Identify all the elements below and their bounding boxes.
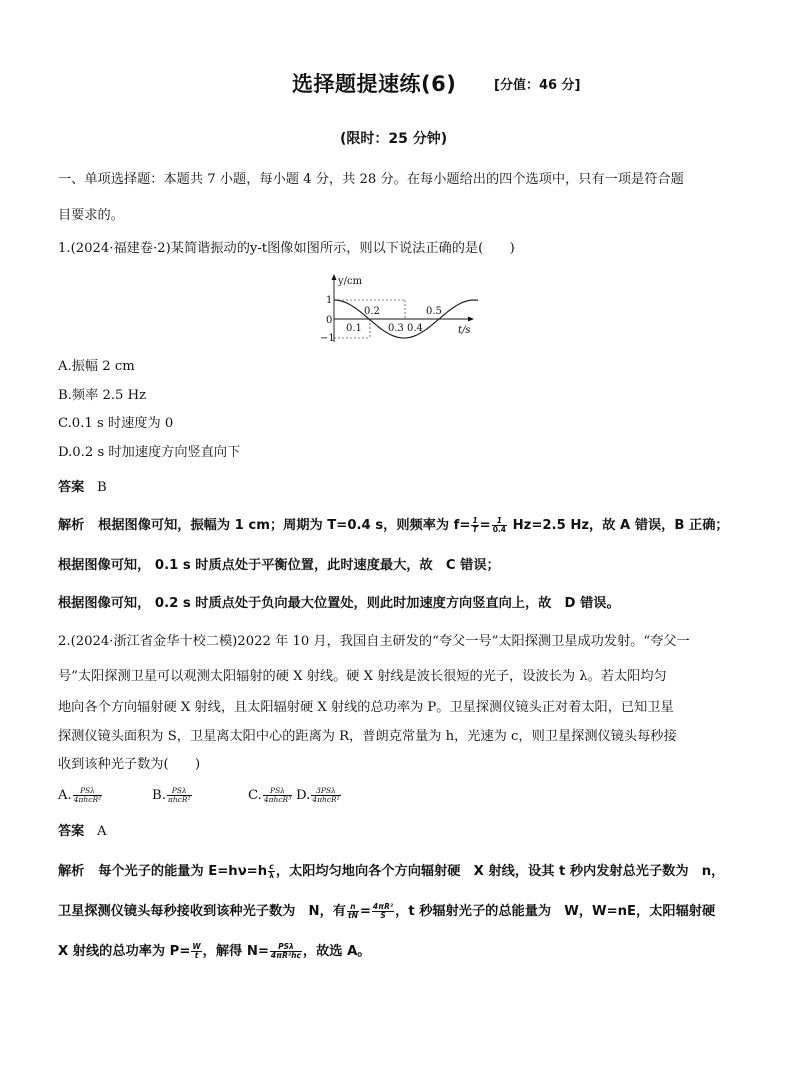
x-tick-label: 0.1 [346,323,362,334]
x-axis-label: t/s [458,325,471,336]
q2-option-d: D. $\frac{\text{3PSλ}}{\text{4πhcR²}}$ [296,786,340,804]
y-tick-label: 0 [326,315,333,326]
q1-answer [58,478,107,498]
q2-option-b: B. $\frac{\text{PSλ}}{\text{πhcR²}}$ [152,786,191,804]
analysis-label: 解析 [58,518,85,533]
fraction: $\frac{1}{T}$ [472,515,478,534]
analysis-label: 解析 [58,864,85,879]
q1-analysis-line1: 解析 根据图像可知，振幅为 1 cm；周期为 T=0.4 s，则频率为 f= $\frac{1}{T}$ = $\frac{1}{0.4}$ Hz=2.5 Hz，故 A 错误，B 正确； [58,515,729,534]
x-tick-label: 0.4 [407,323,423,334]
q1-option-c: C.0.1 s 时速度为 0 [58,416,174,431]
answer-label: 答案 [58,824,85,839]
q1-option-a: A.振幅 2 cm [58,359,135,374]
y-axis-label: y/cm [338,276,363,287]
q1-analysis-line3: 根据图像可知， 0.2 s 时质点处于负向最大位置处，则此时加速度方向竖直向上，故 D 错误。 [58,596,620,611]
q2-option-a: A. $\frac{\text{PSλ}}{\text{4πhcR²}}$ [58,786,102,804]
q2-analysis-line3: X 射线的总功率为 P= $\frac{W}{t}$ ，解得 N= $\frac{\text{PSλ}}{\text{4πR²hc}}$ ，故选 A。 [58,941,371,960]
q2-analysis-line2: 卫星探测仪镜头每秒接收到该种光子数为 N，有 $\frac{n}{tN}$ = $\frac{\text{4πR²}}{S}$ ，t 秒辐射光子的总能量为 W，W=nE，太阳辐射硬 [58,901,716,920]
q2-analysis-line1: 解析 每个光子的能量为 E=hν=h $\frac{c}{\lambda}$ ，太阳均匀地向各个方向辐射硬 X 射线，设其 t 秒内发射总光子数为 n， [58,861,725,880]
q1-analysis-line2: 根据图像可知， 0.1 s 时质点处于平衡位置，此时速度最大，故 C 错误； [58,558,500,573]
answer-value: B [96,480,107,495]
section-instructions-line1: 一、单项选择题：本题共 7 小题，每小题 4 分，共 28 分。在每小题给出的四个选项中，只有一项是符合题 [58,172,684,187]
x-tick-label: 0.5 [426,306,442,317]
page-title: 选择题提速练(6) [292,72,457,96]
q1-stem: 1.(2024·福建卷·2)某简谐振动的y-t图像如图所示，则以下说法正确的是( ) [58,241,515,256]
q2-stem-line1: 2.(2024·浙江省金华十校二模)2022 年 10 月，我国自主研发的“夸父一号”太阳探测卫星成功发射。“夸父一 [58,634,690,649]
score-label: [分值：46 分] [494,78,581,93]
y-tick-label: −1 [320,333,335,344]
x-tick-label: 0.2 [364,306,380,317]
x-axis-arrow [468,317,474,322]
q2-stem-line5: 收到该种光子数为( ) [58,757,201,772]
section-instructions-line2: 目要求的。 [58,208,124,223]
q2-stem-line4: 探测仪镜头面积为 S，卫星离太阳中心的距离为 R，普朗克常量为 h，光速为 c，则卫星探测仪镜头每秒接 [58,729,677,744]
q1-option-d: D.0.2 s 时加速度方向竖直向下 [58,445,241,460]
y-axis-arrow [332,274,337,280]
q2-stem-line2: 号”太阳探测卫星可以观测太阳辐射的硬 X 射线。硬 X 射线是波长很短的光子，设波长为 λ。若太阳均匀 [58,669,667,684]
q2-answer [58,822,106,842]
y-tick-label: 1 [326,295,333,306]
q1-vibration-graph [318,268,478,344]
answer-value: A [96,824,107,839]
q1-option-b: B.频率 2.5 Hz [58,388,147,403]
x-tick-label: 0.3 [388,323,404,334]
time-limit: (限时：25 分钟) [340,131,448,147]
analysis-text: Hz=2.5 Hz，故 A 错误，B 正确； [508,518,729,533]
answer-label: 答案 [58,480,85,495]
q2-stem-line3: 地向各个方向辐射硬 X 射线，且太阳辐射硬 X 射线的总功率为 P。卫星探测仪镜头正对着太阳，已知卫星 [58,700,674,715]
q2-option-c: C. $\frac{\text{PSλ}}{\text{4πhcR³}}$ [248,786,292,804]
analysis-text: 根据图像可知，振幅为 1 cm；周期为 T=0.4 s，则频率为 f= [98,518,471,533]
fraction: $\frac{1}{0.4}$ [492,515,507,534]
